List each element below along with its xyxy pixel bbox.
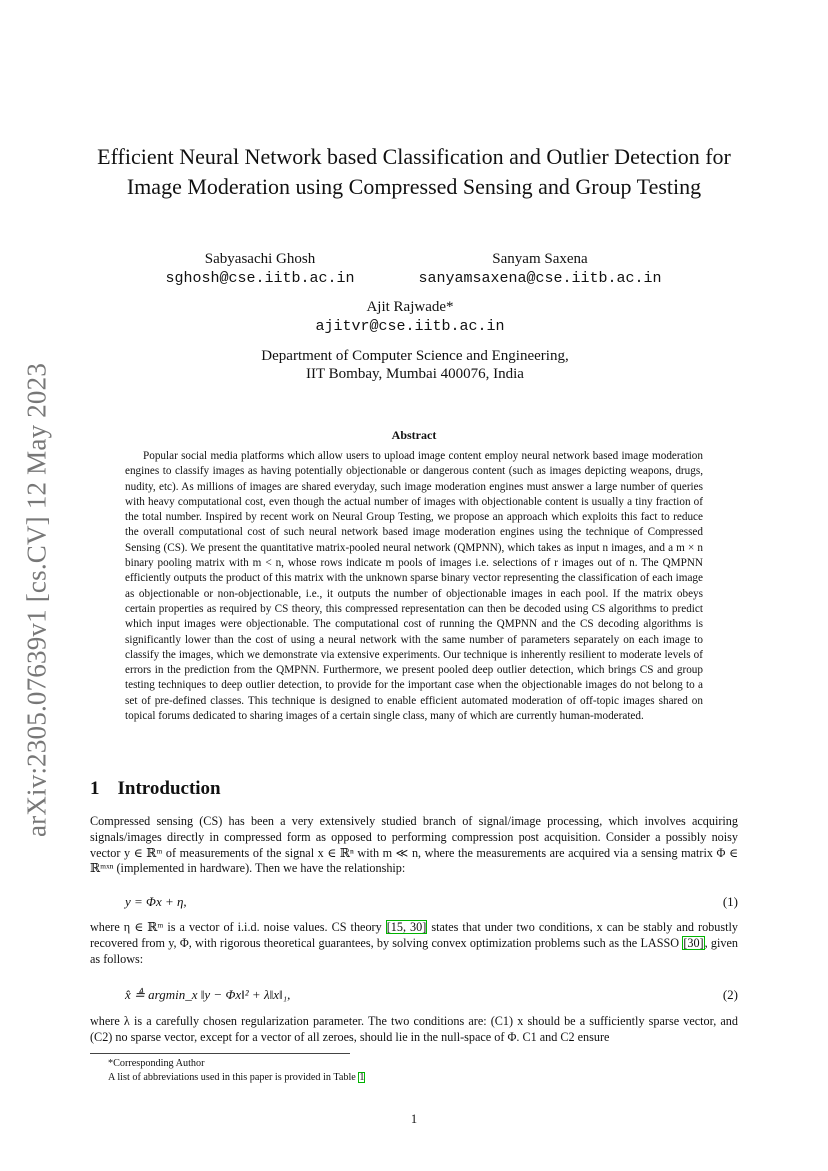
author-email[interactable]: sanyamsaxena@cse.iitb.ac.in (418, 270, 662, 287)
footnote-divider (90, 1053, 350, 1054)
author-email[interactable]: ajitvr@cse.iitb.ac.in (315, 318, 505, 335)
footnote (108, 1071, 738, 1084)
affiliation (180, 347, 650, 383)
author-block (290, 297, 530, 337)
author-name: Sanyam Saxena (492, 251, 588, 267)
abstract-text: Popular social media platforms which allow users to upload image content employ neural network based image moderation engines to classify images as having potentially objectionable or dangerous content (such as images depicting weapons, drugs, nudity, etc). As millions of images are shared everyday, such image moderation engines must answer a large number of queries with heavy computational cost, even though the actual number of images with objectionable content is usually a tiny fraction of the total number. Inspired by recent work on Neural Group Testing, we propose an approach which exploits this fact to reduce the overall computational cost of such neural network based image moderation engines using the technique of Compressed Sensing (CS). We present the quantitative matrix-pooled neural network (QMPNN), which takes as input n images, and a m × n binary pooling matrix with m < n, whose rows indicate m pools of images i.e. selections of r images out of n. The QMPNN efficiently outputs the product of this matrix with the unknown sparse binary vector representing the classification of each image as objectionable or non-objectionable, i.e., it outputs the number of objectionable images in each pool. If the matrix obeys certain properties as required by CS theory, this compressed representation can then be decoded using CS algorithms to predict which input images were objectionable. The computational cost of running the QMPNN and the CS decoding algorithms is significantly lower than the cost of using a neural network with the same number of parameters separately on each image to classify the images, which we demonstrate via extensive experiments. Our technique is inherently resilient to moderate levels of errors in the prediction from the QMPNN. Furthermore, we present pooled deep outlier detection, which brings CS and group testing techniques to deep outlier detection, to provide for the important case when the objectionable images do not belong to a set of pre-defined classes. This technique is designed to enable efficient automated moderation of off-topic images shared on topical forums dedicated to sharing images of a certain single class, many of which are currently human-moderated. (125, 450, 703, 723)
footnote: *Corresponding Author (108, 1058, 205, 1069)
affiliation-line: IIT Bombay, Mumbai 400076, India (306, 366, 524, 382)
paper-title: Efficient Neural Network based Classification and Outlier Detection for Image Moderation using Compressed Sensing and Group Testing (97, 144, 731, 199)
author-block (140, 249, 380, 289)
affiliation-line: Department of Computer Science and Engineering, (261, 348, 569, 364)
author-name: Sabyasachi Ghosh (204, 251, 316, 267)
abstract-heading: Abstract (391, 428, 437, 442)
author-email[interactable]: sghosh@cse.iitb.ac.in (165, 270, 355, 287)
equation-text: y = Φx + η, (125, 894, 187, 909)
paragraph-text: states that under two conditions, x can be stably and robustly recovered from y, Φ, with rigorous theoretical guarantees, by solving convex optimization problems such as the LASSO (90, 920, 738, 950)
arxiv-id-label: arXiv:2305.07639v1 [cs.CV] 12 May 2023 (21, 362, 52, 838)
body-paragraph (90, 920, 738, 967)
table-link[interactable]: 1 (359, 1072, 365, 1083)
paragraph-text: , given as follows: (90, 935, 738, 966)
footnote-text: A list of abbreviations used in this paper is provided in Table (108, 1072, 359, 1083)
page-number: 1 (410, 1112, 418, 1126)
equation-number: (1) (722, 894, 738, 909)
section-title: Introduction (117, 778, 221, 799)
section-number: 1 (90, 778, 100, 799)
author-block (400, 249, 680, 289)
body-paragraph: Compressed sensing (CS) has been a very extensively studied branch of signal/image processing, which involves acquiring signals/images directly in compressed form as opposed to performing compression post acquisition. Consider a possibly noisy vector y ∈ ℝᵐ of measurements of the signal x ∈ ℝⁿ with m ≪ n, where the measurements are acquired via a sensing matrix Φ ∈ ℝᵐˣⁿ (implemented in hardware). Then we have the relationship: (90, 814, 738, 876)
equation-text: x̂ ≜ argmin_x ‖y − Φx‖² + λ‖x‖₁, (125, 987, 291, 1002)
equation-number: (2) (722, 987, 738, 1002)
arxiv-sidebar-stamp (0, 0, 75, 1171)
citation-link[interactable]: [15, 30] (386, 920, 427, 934)
section-heading (90, 778, 221, 800)
citation-link[interactable]: [30] (683, 935, 704, 950)
paragraph-text: where η ∈ ℝᵐ is a vector of i.i.d. noise values. CS theory (90, 920, 386, 934)
body-paragraph: where λ is a carefully chosen regularization parameter. The two conditions are: (C1) x should be a sufficiently sparse vector, and (C2) no sparse vector, except for a vector of all zeroes, should lie in the null-space of Φ. C1 and C2 ensure (90, 1014, 738, 1044)
author-name: Ajit Rajwade* (366, 299, 454, 315)
